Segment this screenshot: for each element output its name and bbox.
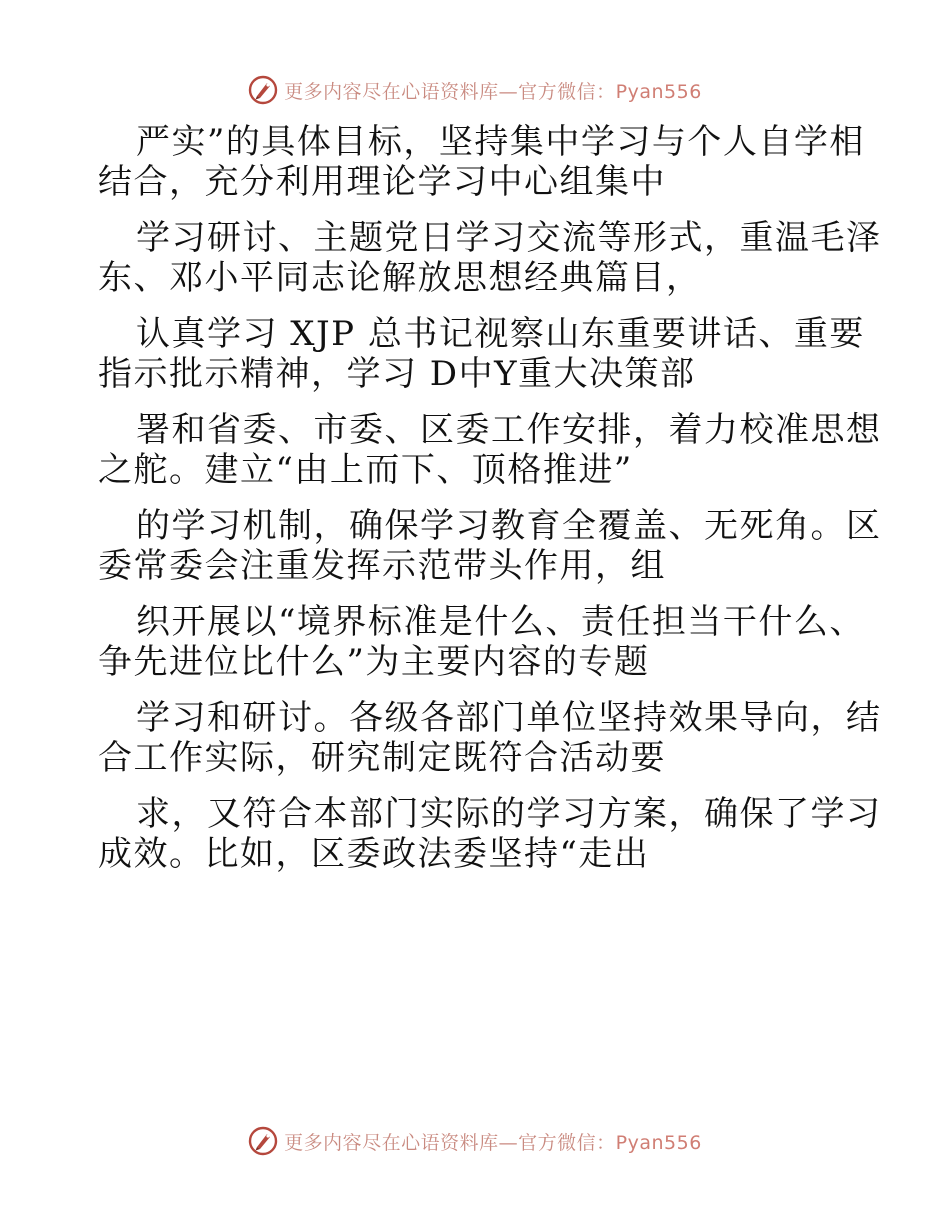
pen-nib-logo-icon [248, 75, 278, 105]
text-line: 织开展以“境界标准是什么、责任担当干什么、 [136, 602, 865, 642]
text-line: 求，又符合本部门实际的学习方案，确保了学习 [136, 794, 882, 834]
watermark-text: 更多内容尽在心语资料库—官方微信：Pyan556 [284, 80, 702, 103]
text-line: 严实”的具体目标，坚持集中学习与个人自学相 [136, 122, 865, 162]
pen-nib-logo-icon [248, 1126, 278, 1156]
text-line: 合工作实际，研究制定既符合活动要 [98, 738, 666, 778]
text-line: 成效。比如，区委政法委坚持“走出 [98, 834, 650, 874]
footer-watermark [0, 1121, 950, 1161]
watermark-text: 更多内容尽在心语资料库—官方微信：Pyan556 [284, 1131, 702, 1154]
text-line: 署和省委、市委、区委工作安排，着力校准思想 [136, 410, 882, 450]
text-line: 认真学习 XJP 总书记视察山东重要讲话、重要 [136, 314, 865, 354]
text-line: 学习和研讨。各级各部门单位坚持效果导向，结 [136, 698, 882, 738]
text-line: 之舵。建立“由上而下、顶格推进” [98, 450, 633, 490]
text-line: 指示批示精神，学习 D中Y重大决策部 [98, 354, 696, 394]
text-line: 结合，充分利用理论学习中心组集中 [98, 162, 666, 202]
text-line: 委常委会注重发挥示范带头作用，组 [98, 546, 666, 586]
text-line: 学习研讨、主题党日学习交流等形式，重温毛泽 [136, 218, 882, 258]
text-line: 的学习机制，确保学习教育全覆盖、无死角。区 [136, 506, 882, 546]
text-line: 争先进位比什么”为主要内容的专题 [98, 642, 650, 682]
header-watermark [0, 70, 950, 110]
document-body [98, 122, 882, 874]
text-line: 东、邓小平同志论解放思想经典篇目， [98, 258, 702, 298]
